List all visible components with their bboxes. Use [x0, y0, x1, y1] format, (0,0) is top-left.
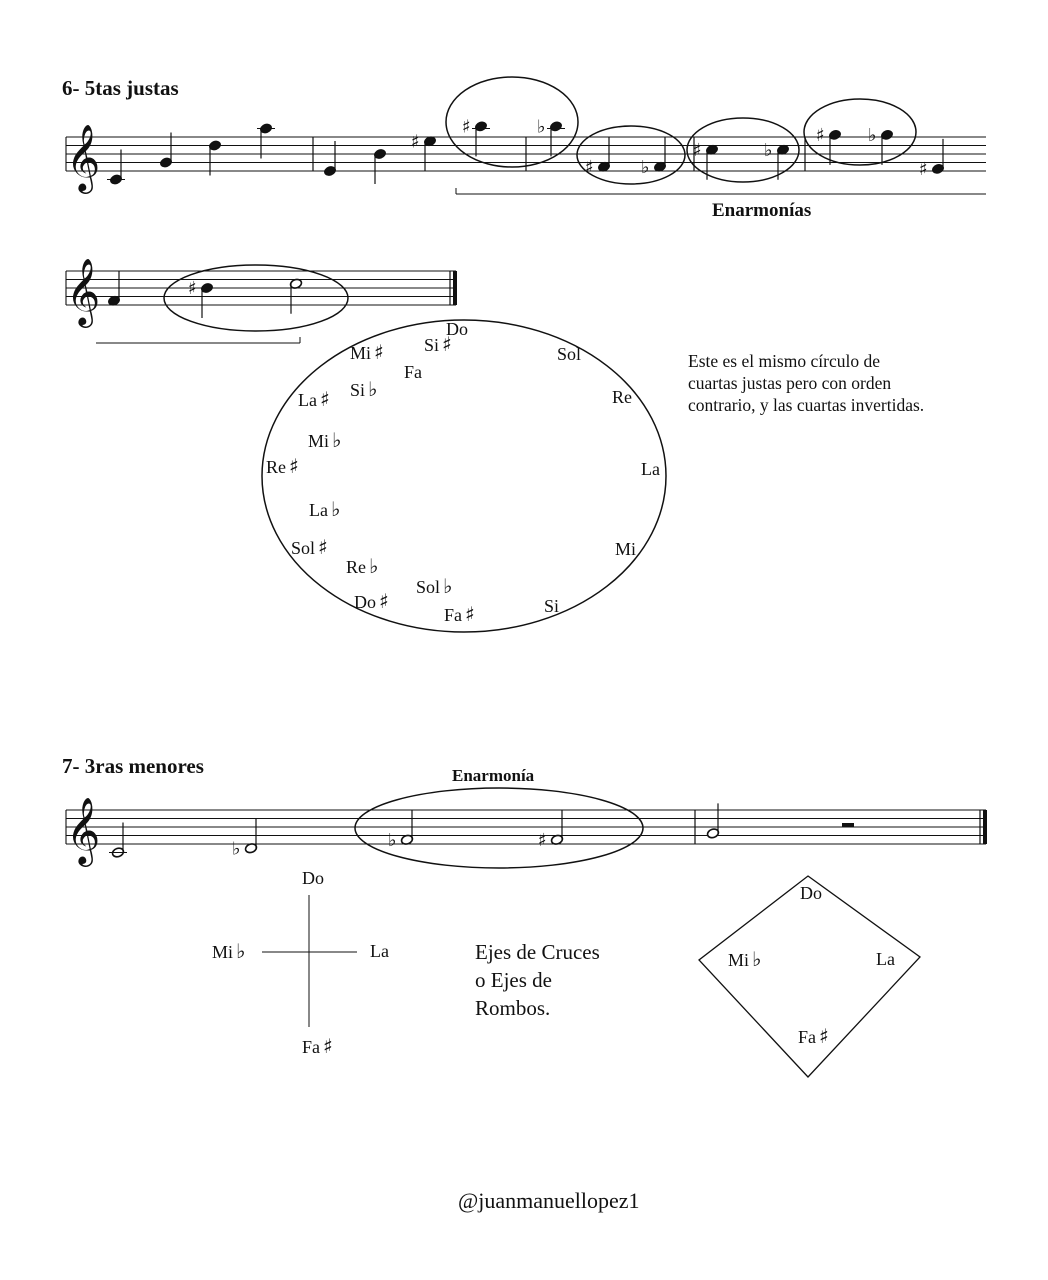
treble-clef-icon: 𝄞 [66, 123, 101, 191]
sharp-icon: ♯ [919, 158, 928, 180]
sharp-icon: ♯ [816, 124, 825, 146]
circle-label [346, 556, 378, 577]
accidental-sharp: ♯ [819, 1024, 829, 1048]
flat-icon: ♭ [764, 139, 773, 161]
ejes-line: Ejes de Cruces [475, 940, 600, 964]
section7-enharmonic-label: Enarmonía [452, 766, 535, 785]
note-name: Fa [798, 1027, 816, 1047]
circle-label [308, 430, 341, 451]
enharmonic-ellipse [355, 788, 643, 868]
sharp-icon: ♯ [538, 829, 547, 851]
circle-label [641, 459, 660, 479]
final-barline-thick [453, 271, 457, 305]
note-name: La [641, 459, 660, 479]
note-name: Si [544, 596, 560, 616]
accidental-flat: ♭ [330, 497, 341, 521]
treble-clef-icon: 𝄞 [66, 257, 101, 325]
circle-label [291, 537, 328, 558]
accidental-sharp: ♯ [379, 589, 389, 613]
flat-icon: ♭ [641, 156, 650, 178]
note-name: Fa [302, 1037, 320, 1057]
accidental-sharp: ♯ [289, 454, 299, 478]
accidental-flat: ♭ [236, 939, 246, 963]
accidental-sharp: ♯ [442, 332, 452, 356]
accidental-sharp: ♯ [374, 340, 384, 364]
circle-label [444, 604, 475, 625]
cross-right-label: La [370, 941, 389, 961]
note-name: Sol [557, 344, 582, 364]
note-name: La [298, 390, 317, 410]
sharp-icon: ♯ [411, 131, 420, 153]
accidental-flat: ♭ [332, 428, 342, 452]
note-name: Re [612, 387, 632, 407]
note-name: Re [266, 457, 286, 477]
footer-handle: @juanmanuellopez1 [458, 1188, 640, 1213]
sharp-icon: ♯ [188, 278, 197, 299]
enharmonic-ellipse [577, 126, 685, 184]
note-name: Mi [615, 539, 637, 559]
accidental-sharp: ♯ [318, 535, 328, 559]
rhombus-right-label: La [876, 949, 895, 969]
section7-title: 7- 3ras menores [62, 754, 204, 778]
rhombus-left-label [728, 949, 761, 970]
circle-label [354, 591, 389, 612]
circle-label [557, 344, 581, 364]
section6-title: 6- 5tas justas [62, 76, 179, 100]
half-rest-icon [842, 823, 854, 827]
sharp-icon: ♯ [462, 116, 471, 138]
cross-top-label: Do [302, 868, 324, 888]
flat-icon: ♭ [232, 838, 241, 860]
note-name: Si [350, 380, 366, 400]
accidental-flat: ♭ [443, 574, 453, 598]
accidental-flat: ♭ [368, 377, 378, 401]
flat-icon: ♭ [388, 829, 397, 851]
note-name: Do [354, 592, 376, 612]
ejes-line: o Ejes de [475, 968, 552, 992]
note-name: La [309, 500, 328, 520]
circle-note-line: cuartas justas pero con orden [688, 373, 892, 393]
rhombus-bottom-label [798, 1026, 829, 1047]
flat-icon: ♭ [537, 116, 546, 138]
accidental-flat: ♭ [369, 554, 379, 578]
note-name: Mi [350, 343, 372, 363]
cross-bottom-label [302, 1036, 333, 1057]
circle-label [424, 334, 452, 355]
circle-label [544, 596, 559, 616]
circle-label [416, 576, 452, 597]
circle-label [266, 456, 299, 477]
circle-label [404, 362, 422, 382]
accidental-flat: ♭ [752, 947, 762, 971]
note-name: Sol [416, 577, 441, 597]
sharp-icon: ♯ [693, 139, 702, 161]
note-name: Fa [444, 605, 462, 625]
accidental-sharp: ♯ [323, 1034, 333, 1058]
final-barline-thick [983, 810, 987, 844]
circle-label [612, 387, 632, 407]
circle-label [350, 379, 377, 400]
flat-icon: ♭ [868, 124, 877, 146]
circle-label [309, 499, 340, 520]
accidental-sharp: ♯ [319, 387, 330, 411]
note-name: Mi [308, 431, 330, 451]
note-name: Re [346, 557, 366, 577]
section6-enharmonic-label: Enarmonías [712, 200, 812, 221]
note-name: Mi [728, 950, 750, 970]
circle-note [688, 350, 924, 416]
circle-note-line: Este es el mismo círculo de [688, 351, 880, 371]
circle-note-line: contrario, y las cuartas invertidas. [688, 395, 925, 415]
sharp-icon: ♯ [585, 156, 594, 178]
note-name: Sol [291, 538, 316, 558]
note-name: Do [446, 319, 468, 339]
circle-of-fourths-ellipse [262, 320, 666, 632]
cross-left-label [212, 941, 245, 962]
rhombus-top-label: Do [800, 883, 822, 903]
note-name: Si [424, 335, 440, 355]
circle-label [350, 342, 384, 363]
ejes-line: Rombos. [475, 996, 551, 1020]
treble-clef-icon: 𝄞 [66, 796, 101, 864]
note-name: Fa [404, 362, 422, 382]
ejes-text [475, 938, 600, 1022]
circle-label [298, 389, 330, 410]
note-name: Mi [212, 942, 234, 962]
accidental-sharp: ♯ [465, 602, 475, 626]
circle-label [615, 539, 636, 559]
